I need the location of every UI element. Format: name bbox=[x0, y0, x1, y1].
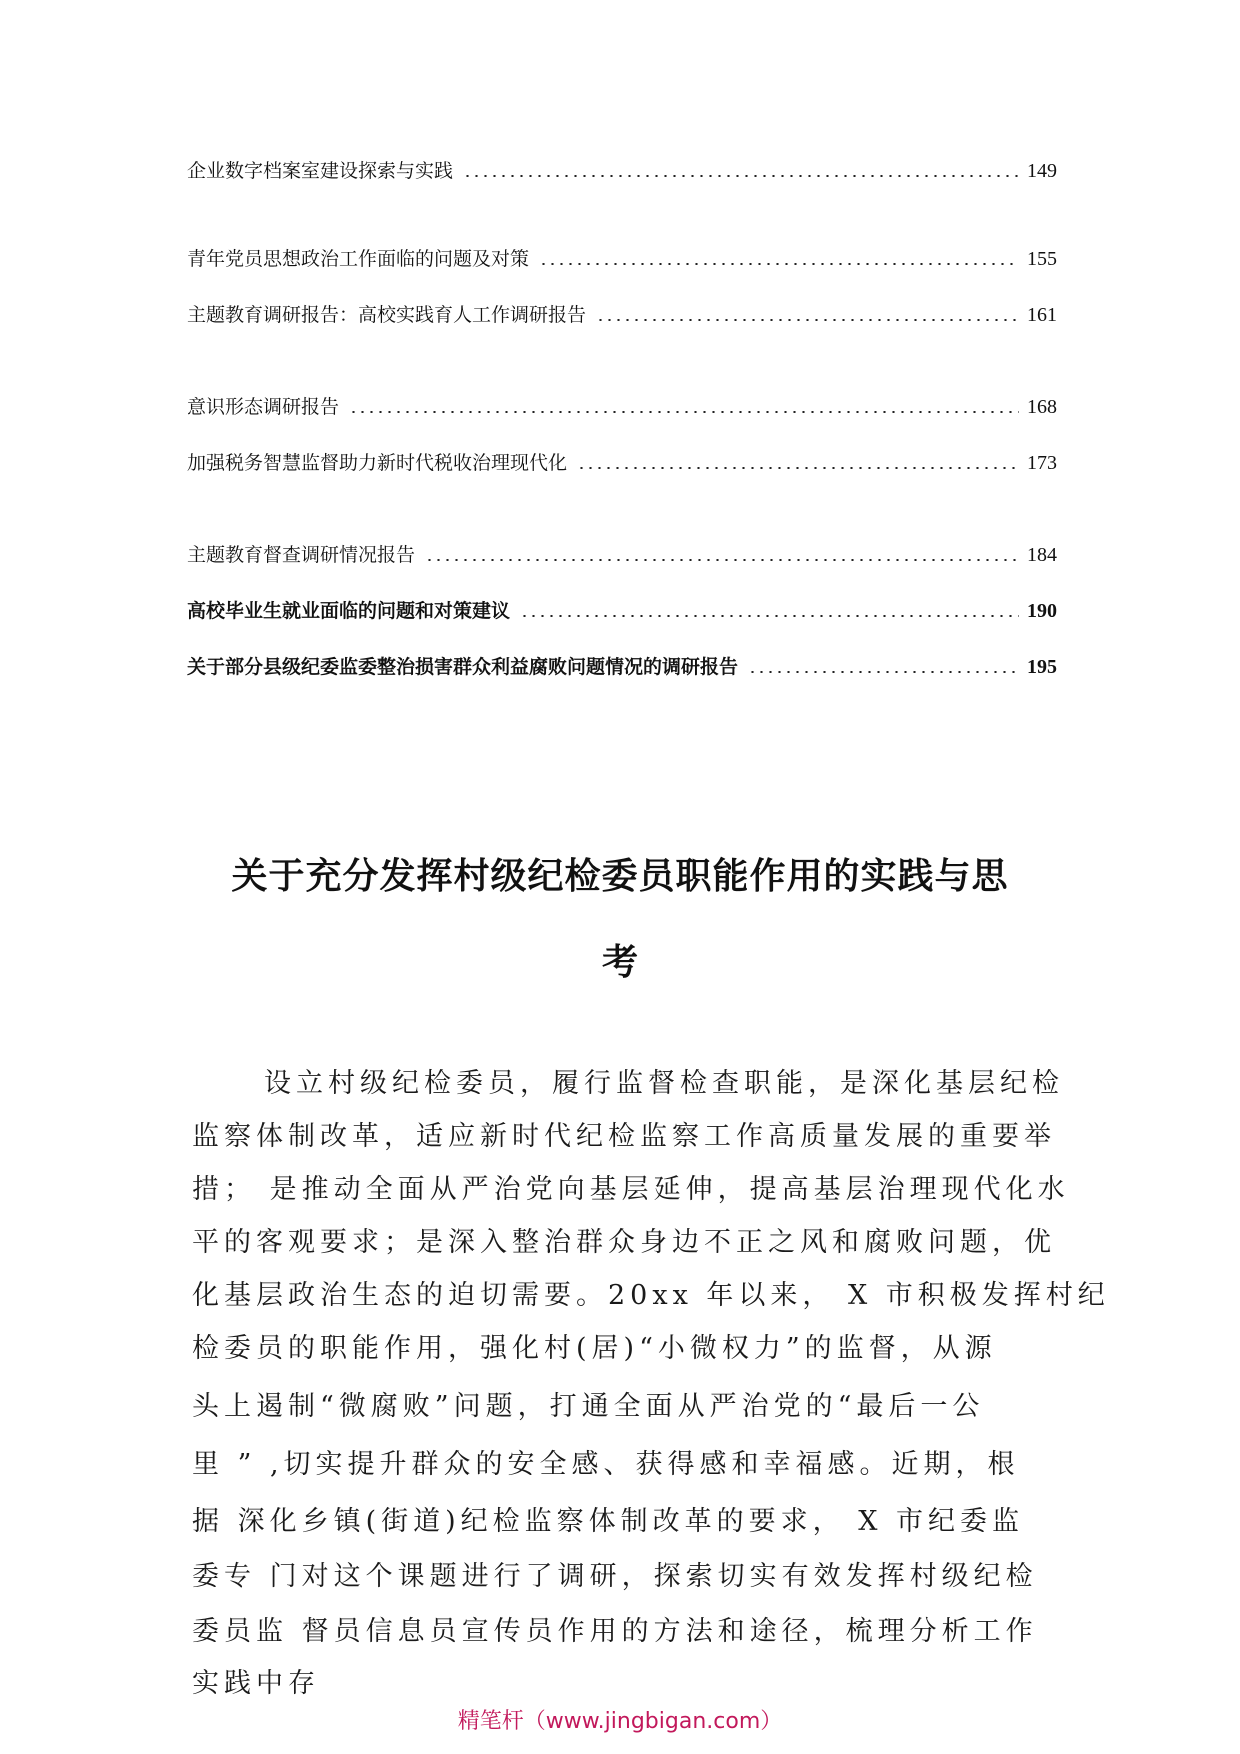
body-text-line: 据 深化乡镇(街道)纪检监察体制改革的要求， X 市纪委监 bbox=[192, 1506, 1025, 1537]
toc-entry[interactable] bbox=[187, 386, 1057, 420]
toc-entry-page: 149 bbox=[1027, 160, 1057, 182]
toc-entry-title: 主题教育督查调研情况报告 bbox=[187, 544, 416, 566]
article-title-continued: 考 bbox=[601, 942, 638, 983]
body-text-line: 措； 是推动全面从严治党向基层延伸，提高基层治理现代化水 bbox=[192, 1174, 1070, 1205]
toc-leader-dots bbox=[748, 671, 1019, 673]
toc-leader-dots bbox=[425, 559, 1019, 561]
toc-entry-page: 168 bbox=[1027, 396, 1057, 418]
body-text-line: 监察体制改革，适应新时代纪检监察工作高质量发展的重要举 bbox=[192, 1121, 1056, 1152]
toc-leader-dots bbox=[596, 319, 1019, 321]
toc-entry[interactable] bbox=[187, 534, 1057, 568]
toc-entry-page: 195 bbox=[1027, 656, 1057, 678]
body-text-line: 实践中存 bbox=[192, 1668, 320, 1699]
toc-entry-title: 企业数字档案室建设探索与实践 bbox=[187, 160, 454, 182]
body-text-line: 头上遏制“微腐败”问题，打通全面从严治党的“最后一公 bbox=[192, 1391, 985, 1422]
toc-leader-dots bbox=[539, 263, 1019, 265]
toc-entry-page: 161 bbox=[1027, 304, 1057, 326]
toc-entry-title: 主题教育调研报告：高校实践育人工作调研报告 bbox=[187, 304, 587, 326]
toc-entry[interactable] bbox=[187, 590, 1057, 624]
article-title: 关于充分发挥村级纪检委员职能作用的实践与思 bbox=[231, 856, 1009, 897]
toc-entry-page: 190 bbox=[1027, 600, 1057, 622]
body-text-line: 里 ” ,切实提升群众的安全感、获得感和幸福感。近期，根 bbox=[192, 1449, 1020, 1480]
toc-entry-page: 155 bbox=[1027, 248, 1057, 270]
toc-entry[interactable] bbox=[187, 646, 1057, 680]
toc-entry-title: 意识形态调研报告 bbox=[187, 396, 340, 418]
toc-entry[interactable] bbox=[187, 442, 1057, 476]
toc-leader-dots bbox=[349, 411, 1019, 413]
body-text-line: 设立村级纪检委员，履行监督检查职能，是深化基层纪检 bbox=[264, 1068, 1064, 1099]
body-text-line: 化基层政治生态的迫切需要。20xx 年以来， X 市积极发挥村纪 bbox=[192, 1280, 1110, 1311]
toc-entry-page: 184 bbox=[1027, 544, 1057, 566]
toc-entry-title: 青年党员思想政治工作面临的问题及对策 bbox=[187, 248, 530, 270]
toc-leader-dots bbox=[520, 615, 1019, 617]
body-text-line: 平的客观要求；是深入整治群众身边不正之风和腐败问题，优 bbox=[192, 1227, 1056, 1258]
toc-entry[interactable] bbox=[187, 294, 1057, 328]
toc-leader-dots bbox=[577, 467, 1019, 469]
toc-entry[interactable] bbox=[187, 238, 1057, 272]
toc-entry-title: 高校毕业生就业面临的问题和对策建议 bbox=[187, 600, 511, 622]
toc-entry-page: 173 bbox=[1027, 452, 1057, 474]
footer-watermark-link[interactable]: 精笔杆（www.jingbigan.com） bbox=[457, 1709, 783, 1734]
toc-entry-title: 关于部分县级纪委监委整治损害群众利益腐败问题情况的调研报告 bbox=[187, 656, 739, 678]
toc-leader-dots bbox=[463, 175, 1019, 177]
body-text-line: 委员监 督员信息员宣传员作用的方法和途径，梳理分析工作 bbox=[192, 1616, 1038, 1647]
toc-entry[interactable] bbox=[187, 150, 1057, 184]
toc-entry-title: 加强税务智慧监督助力新时代税收治理现代化 bbox=[187, 452, 568, 474]
body-text-line: 委专 门对这个课题进行了调研，探索切实有效发挥村级纪检 bbox=[192, 1561, 1038, 1592]
body-text-line: 检委员的职能作用，强化村(居)“小微权力”的监督，从源 bbox=[192, 1333, 997, 1364]
